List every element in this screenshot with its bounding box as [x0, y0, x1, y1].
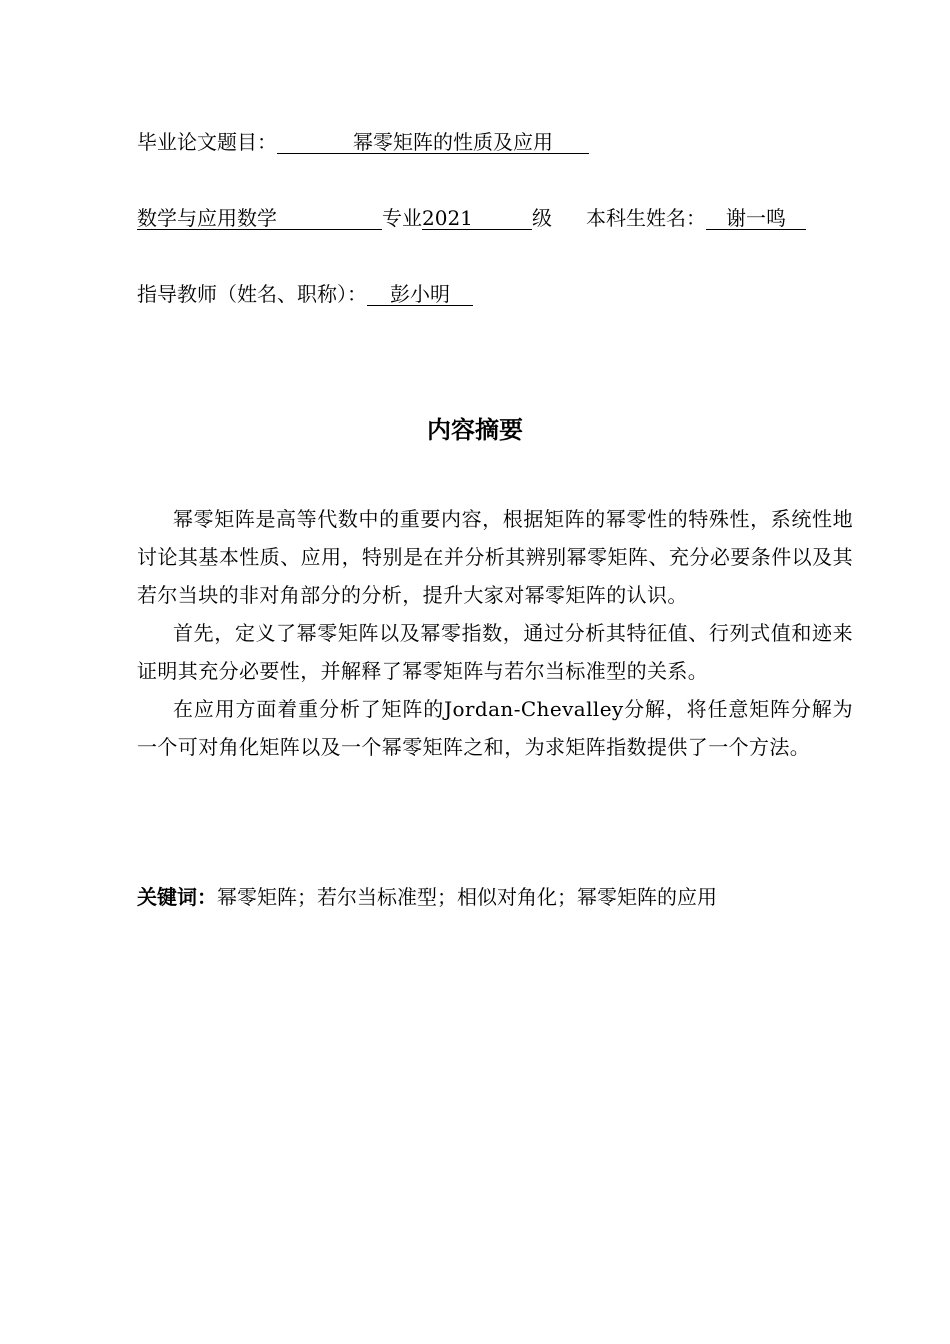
keywords-line — [137, 884, 717, 910]
abstract-paragraph: 幂零矩阵是高等代数中的重要内容，根据矩阵的幂零性的特殊性，系统性地讨论其基本性质、应用，特别是在并分析其辨别幂零矩阵、充分必要条件以及其若尔当块的非对角部分的分析，提升大家对幂零矩阵的认识。 — [137, 507, 853, 607]
keywords-value: 幂零矩阵；若尔当标准型；相似对角化；幂零矩阵的应用 — [217, 885, 717, 909]
student-name-label: 本科生姓名： — [586, 206, 706, 230]
year-value: 2021 — [422, 207, 532, 230]
thesis-title-line — [137, 130, 589, 154]
student-info-line — [137, 206, 806, 230]
advisor-value: 彭小明 — [367, 283, 473, 306]
year-suffix: 级 — [532, 206, 552, 230]
abstract-heading: 内容摘要 — [427, 416, 523, 444]
student-name-value: 谢一鸣 — [706, 207, 806, 230]
thesis-title-label: 毕业论文题目： — [137, 130, 277, 154]
abstract-paragraph: 首先，定义了幂零矩阵以及幂零指数，通过分析其特征值、行列式值和迹来证明其充分必要性，并解释了幂零矩阵与若尔当标准型的关系。 — [137, 621, 853, 683]
keywords-label: 关键词： — [137, 885, 217, 909]
thesis-title-value: 幂零矩阵的性质及应用 — [277, 131, 589, 154]
advisor-line — [137, 282, 473, 306]
major-value: 数学与应用数学 — [137, 207, 382, 230]
advisor-label: 指导教师（姓名、职称）： — [137, 282, 367, 306]
abstract-body — [137, 500, 853, 766]
major-suffix: 专业 — [382, 206, 422, 230]
abstract-paragraph: 在应用方面着重分析了矩阵的Jordan-Chevalley分解，将任意矩阵分解为一个可对角化矩阵以及一个幂零矩阵之和，为求矩阵指数提供了一个方法。 — [137, 697, 853, 759]
